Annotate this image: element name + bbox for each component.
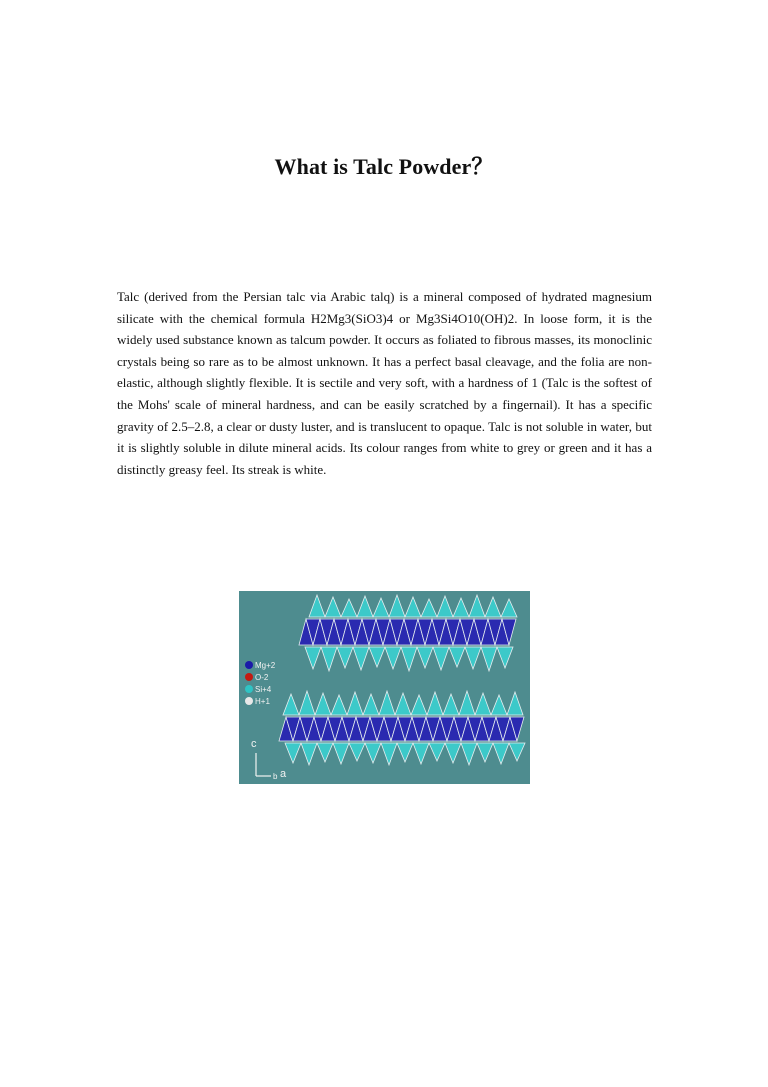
page-title: What is Talc Powder？ (274, 154, 494, 179)
h-atom-swatch (245, 697, 253, 705)
legend-si-label: Si+4 (255, 685, 272, 694)
body-paragraph: Talc (derived from the Persian talc via Arabic talq) is a mineral composed of hydrated magnesium silicate with the chemical formula H2Mg3(SiO3)4 or Mg3Si4O10(OH)2. In loose form, it is the widely used substance known as talcum powder. It occurs as foliated to fibrous masses, its monoclinic crystals being so rare as to be almost unknown. It has a perfect basal cleavage, and the folia are non-elastic, although slightly flexible. It is sectile and very soft, with a hardness of 1 (Talc is the softest of the Mohs' scale of mineral hardness, and can be easily scratched by a fingernail). It has a specific gravity of 2.5–2.8, a clear or dusty luster, and is translucent to opaque. Talc is not soluble in water, but it is slightly soluble in dilute mineral acids. Its colour ranges from white to grey or green and it has a distinctly greasy feel. Its streak is white. (117, 289, 652, 477)
si-atom-swatch (245, 685, 253, 693)
legend-mg-label: Mg+2 (255, 661, 276, 670)
upper-octa-sheet (299, 619, 516, 645)
axis-a-label: a (280, 768, 287, 780)
o-atom-swatch (245, 673, 253, 681)
axis-b-label: b (273, 772, 278, 781)
legend-h-label: H+1 (255, 697, 270, 706)
axis-c-label: c (251, 738, 257, 750)
talc-structure-svg (239, 591, 530, 784)
talc-crystal-structure-image (239, 591, 530, 784)
legend-o-label: O-2 (255, 673, 269, 682)
mg-atom-swatch (245, 661, 253, 669)
lower-octa-sheet (279, 717, 524, 741)
